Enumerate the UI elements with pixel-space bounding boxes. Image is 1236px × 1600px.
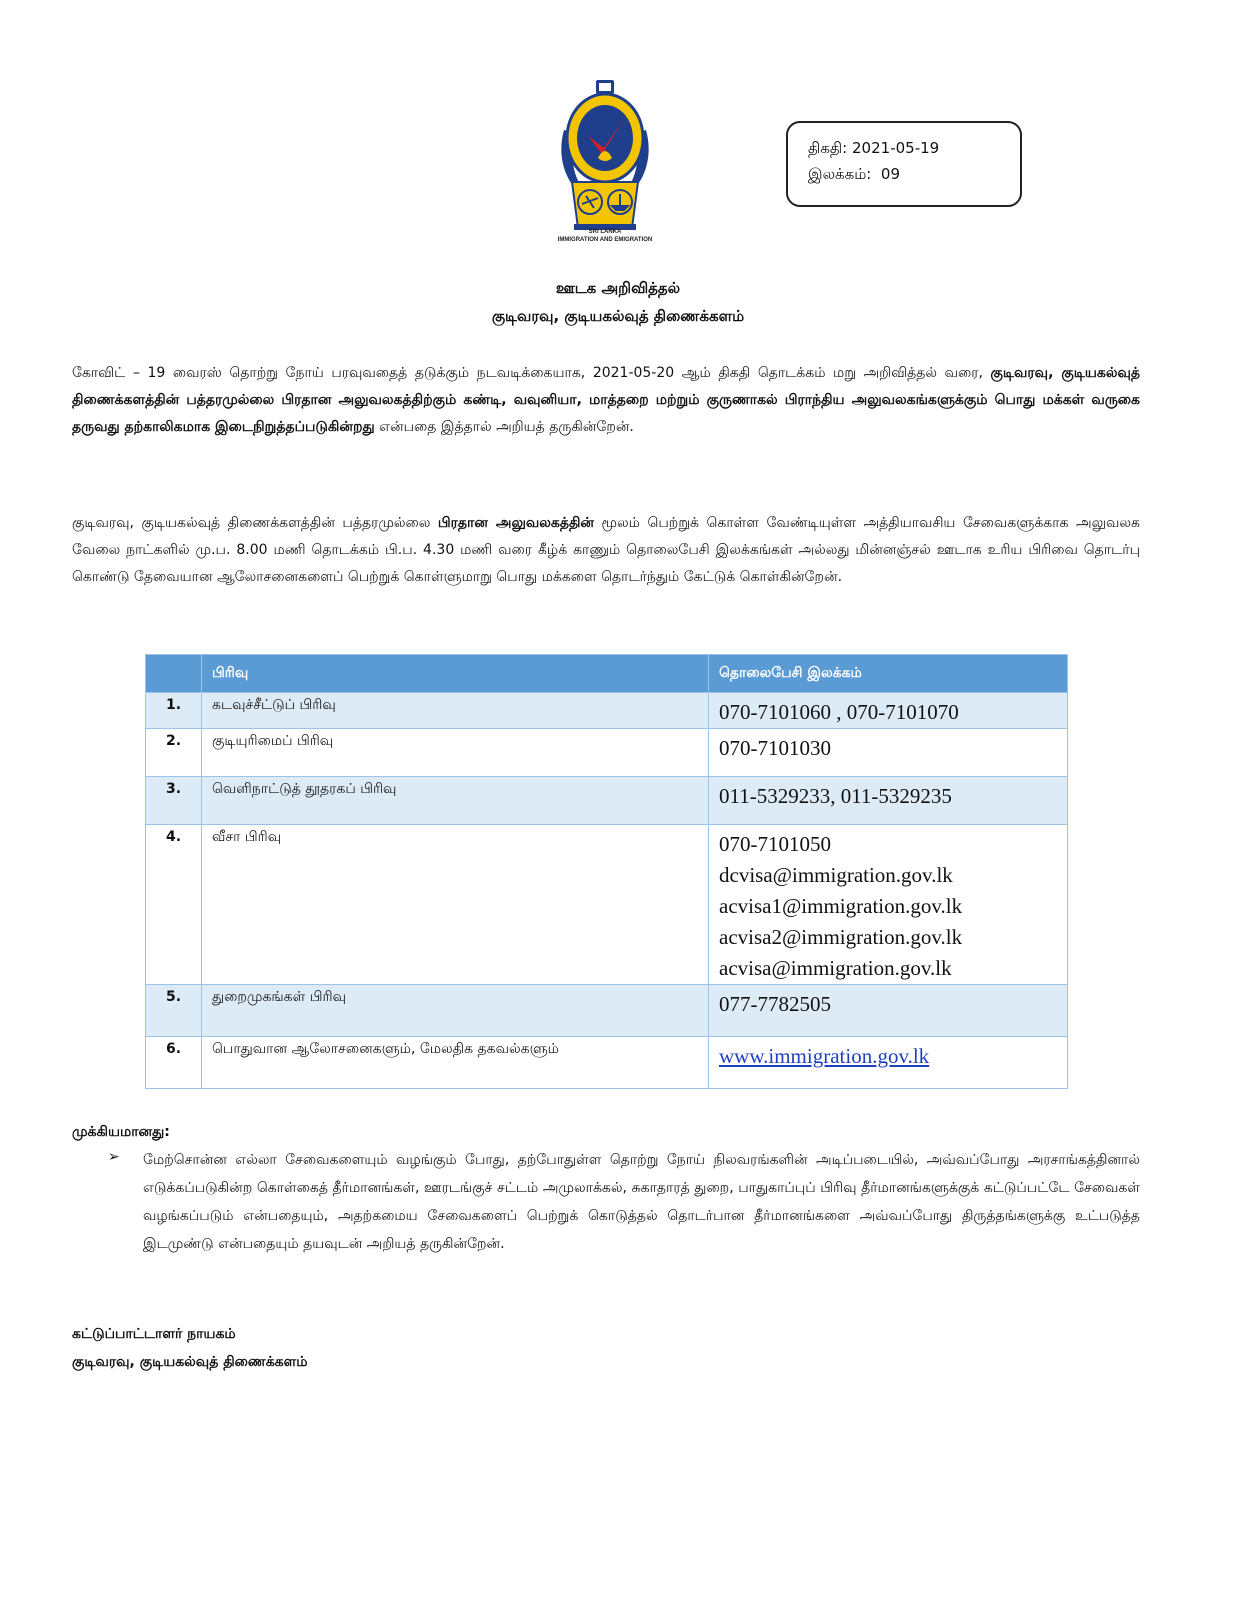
- contact-phone: 077-7782505: [719, 992, 831, 1016]
- division-name: துறைமுகங்கள் பிரிவு: [202, 985, 709, 1037]
- header-number-cell: [146, 655, 202, 693]
- table-row: [146, 777, 1068, 825]
- number-value: 09: [880, 165, 900, 183]
- document-subtitle: குடிவரவு, குடியகல்வுத் திணைக்களம்: [491, 307, 745, 325]
- website-link[interactable]: www.immigration.gov.lk: [719, 1044, 930, 1068]
- important-note-text: மேற்சொன்ன எல்லா சேவைகளையும் வழங்கும் போது, தற்போதுள்ள தொற்று நோய் நிலவரங்களின் அடிப்படையில், அவ்வப்போது அரசாங்கத்தினால் எடுக்கப்படுகின்ற கொள்கைத் தீர்மானங்கள், ஊரடங்குச் சட்டம் அமுலாக்கல், சுகாதாரத் துறை, பாதுகாப்புப் பிரிவு தீர்மானங்களுக்குக் கட்டுப்பட்டே சேவைகள் வழங்கப்படும் என்பதையும், அதற்கமைய சேவைகளைப் பெற்றுக் கொடுத்தல் தொடர்பான தீர்மானங்களை அவ்வப்போது திருத்தங்களுக்கு உட்படுத்த இடமுண்டு என்பதையும் தயவுடன் அறியத் தருகின்றேன்.: [143, 1152, 1140, 1252]
- number-row: [808, 161, 1020, 187]
- signature-block: [72, 1320, 308, 1376]
- contact-cell: [709, 985, 1068, 1037]
- department-emblem-logo: [546, 78, 664, 248]
- date-label: திகதி:: [808, 139, 848, 157]
- contact-phone: 070-7101060 , 070-7101070: [719, 700, 959, 724]
- date-value: 2021-05-19: [852, 139, 940, 157]
- document-header: [0, 274, 1236, 330]
- table-row: [146, 1037, 1068, 1089]
- division-name: வீசா பிரிவு: [202, 825, 709, 985]
- paragraph-intro: கோவிட் – 19 வைரஸ் தொற்று நோய் பரவுவதைத் தடுக்கும் நடவடிக்கையாக, 2021-05-20 ஆம் திகதி தொடக்கம் மறு அறிவித்தல் வரை,: [72, 365, 991, 381]
- paragraph-emphasis: குடிவரவு, குடியகல்வுத் திணைக்களத்தின் பத்தரமுல்லை பிரதான அலுவலகத்திற்கும் கண்டி, வவுனியா, மாத்தறை மற்றும் குருணாகல் பிராந்திய அலுவலகங்களுக்கும் பொது மக்கள் வருகை தருவது தற்காலிகமாக இடைநிறுத்தப்படுகின்றது: [72, 365, 1140, 435]
- contact-cell: [709, 693, 1068, 729]
- row-number: 3.: [146, 777, 202, 825]
- arrow-bullet-icon: ➢: [108, 1149, 120, 1165]
- table-row: [146, 985, 1068, 1037]
- header-division-cell: பிரிவு: [202, 655, 709, 693]
- logo-caption-department: IMMIGRATION AND EMIGRATION: [557, 237, 653, 243]
- table-row: [146, 825, 1068, 985]
- division-name: குடியுரிமைப் பிரிவு: [202, 729, 709, 777]
- table-header-row: [146, 655, 1068, 693]
- logo-caption-country: SRI LANKA: [588, 229, 622, 235]
- contact-email: acvisa@immigration.gov.lk: [719, 956, 952, 980]
- contact-email: acvisa2@immigration.gov.lk: [719, 925, 963, 949]
- table-row: [146, 729, 1068, 777]
- signatory-title: கட்டுப்பாட்டாளர் நாயகம்: [72, 1326, 236, 1342]
- division-name: கடவுச்சீட்டுப் பிரிவு: [202, 693, 709, 729]
- contact-phone: 070-7101050: [719, 832, 831, 856]
- reference-box: [786, 121, 1022, 207]
- row-number: 5.: [146, 985, 202, 1037]
- number-label: இலக்கம்:: [808, 165, 872, 183]
- document-title: ஊடக அறிவித்தல்: [555, 279, 681, 297]
- row-number: 2.: [146, 729, 202, 777]
- contact-phone: 011-5329233, 011-5329235: [719, 784, 952, 808]
- contact-cell: [709, 777, 1068, 825]
- row-number: 1.: [146, 693, 202, 729]
- contacts-table: [145, 654, 1068, 1089]
- header-phone-cell: தொலைபேசி இலக்கம்: [709, 655, 1068, 693]
- paragraph-tail: மூலம் பெற்றுக் கொள்ள வேண்டியுள்ள அத்தியாவசிய சேவைகளுக்காக அலுவலக வேலை நாட்களில் மு.ப. 8.00 மணி தொடக்கம் பி.ப. 4.30 மணி வரை கீழ்க் காணும் தொலைபேசி இலக்கங்கள் அல்லது மின்னஞ்சல் ஊடாக உரிய பிரிவை தொடர்பு கொண்டு தேவையான ஆலோசனைகளைப் பெற்றுக் கொள்ளுமாறு பொது மக்களை தொடர்ந்தும் கேட்டுக் கொள்கின்றேன்.: [72, 515, 1140, 585]
- table-row: [146, 693, 1068, 729]
- logo-caption: [540, 228, 670, 244]
- paragraph-emphasis: பிரதான அலுவலகத்தின்: [437, 515, 595, 531]
- division-name: வெளிநாட்டுத் தூதரகப் பிரிவு: [202, 777, 709, 825]
- row-number: 6.: [146, 1037, 202, 1089]
- contact-phone: 070-7101030: [719, 736, 831, 760]
- row-number: 4.: [146, 825, 202, 985]
- paragraph-tail: என்பதை இத்தால் அறியத் தருகின்றேன்.: [374, 419, 634, 435]
- contact-instructions-paragraph: [72, 510, 1140, 591]
- contact-email: dcvisa@immigration.gov.lk: [719, 863, 953, 887]
- signatory-department: குடிவரவு, குடியகல்வுத் திணைக்களம்: [72, 1354, 308, 1370]
- contact-cell: [709, 729, 1068, 777]
- contact-cell: [709, 825, 1068, 985]
- division-name: பொதுவான ஆலோசனைகளும், மேலதிக தகவல்களும்: [202, 1037, 709, 1089]
- contact-cell: [709, 1037, 1068, 1089]
- paragraph-intro: குடிவரவு, குடியகல்வுத் திணைக்களத்தின் பத்தரமுல்லை: [72, 515, 438, 531]
- important-heading: முக்கியமானது:: [72, 1124, 170, 1140]
- announcement-paragraph: [72, 360, 1140, 441]
- date-row: [808, 135, 1020, 161]
- contact-email: acvisa1@immigration.gov.lk: [719, 894, 963, 918]
